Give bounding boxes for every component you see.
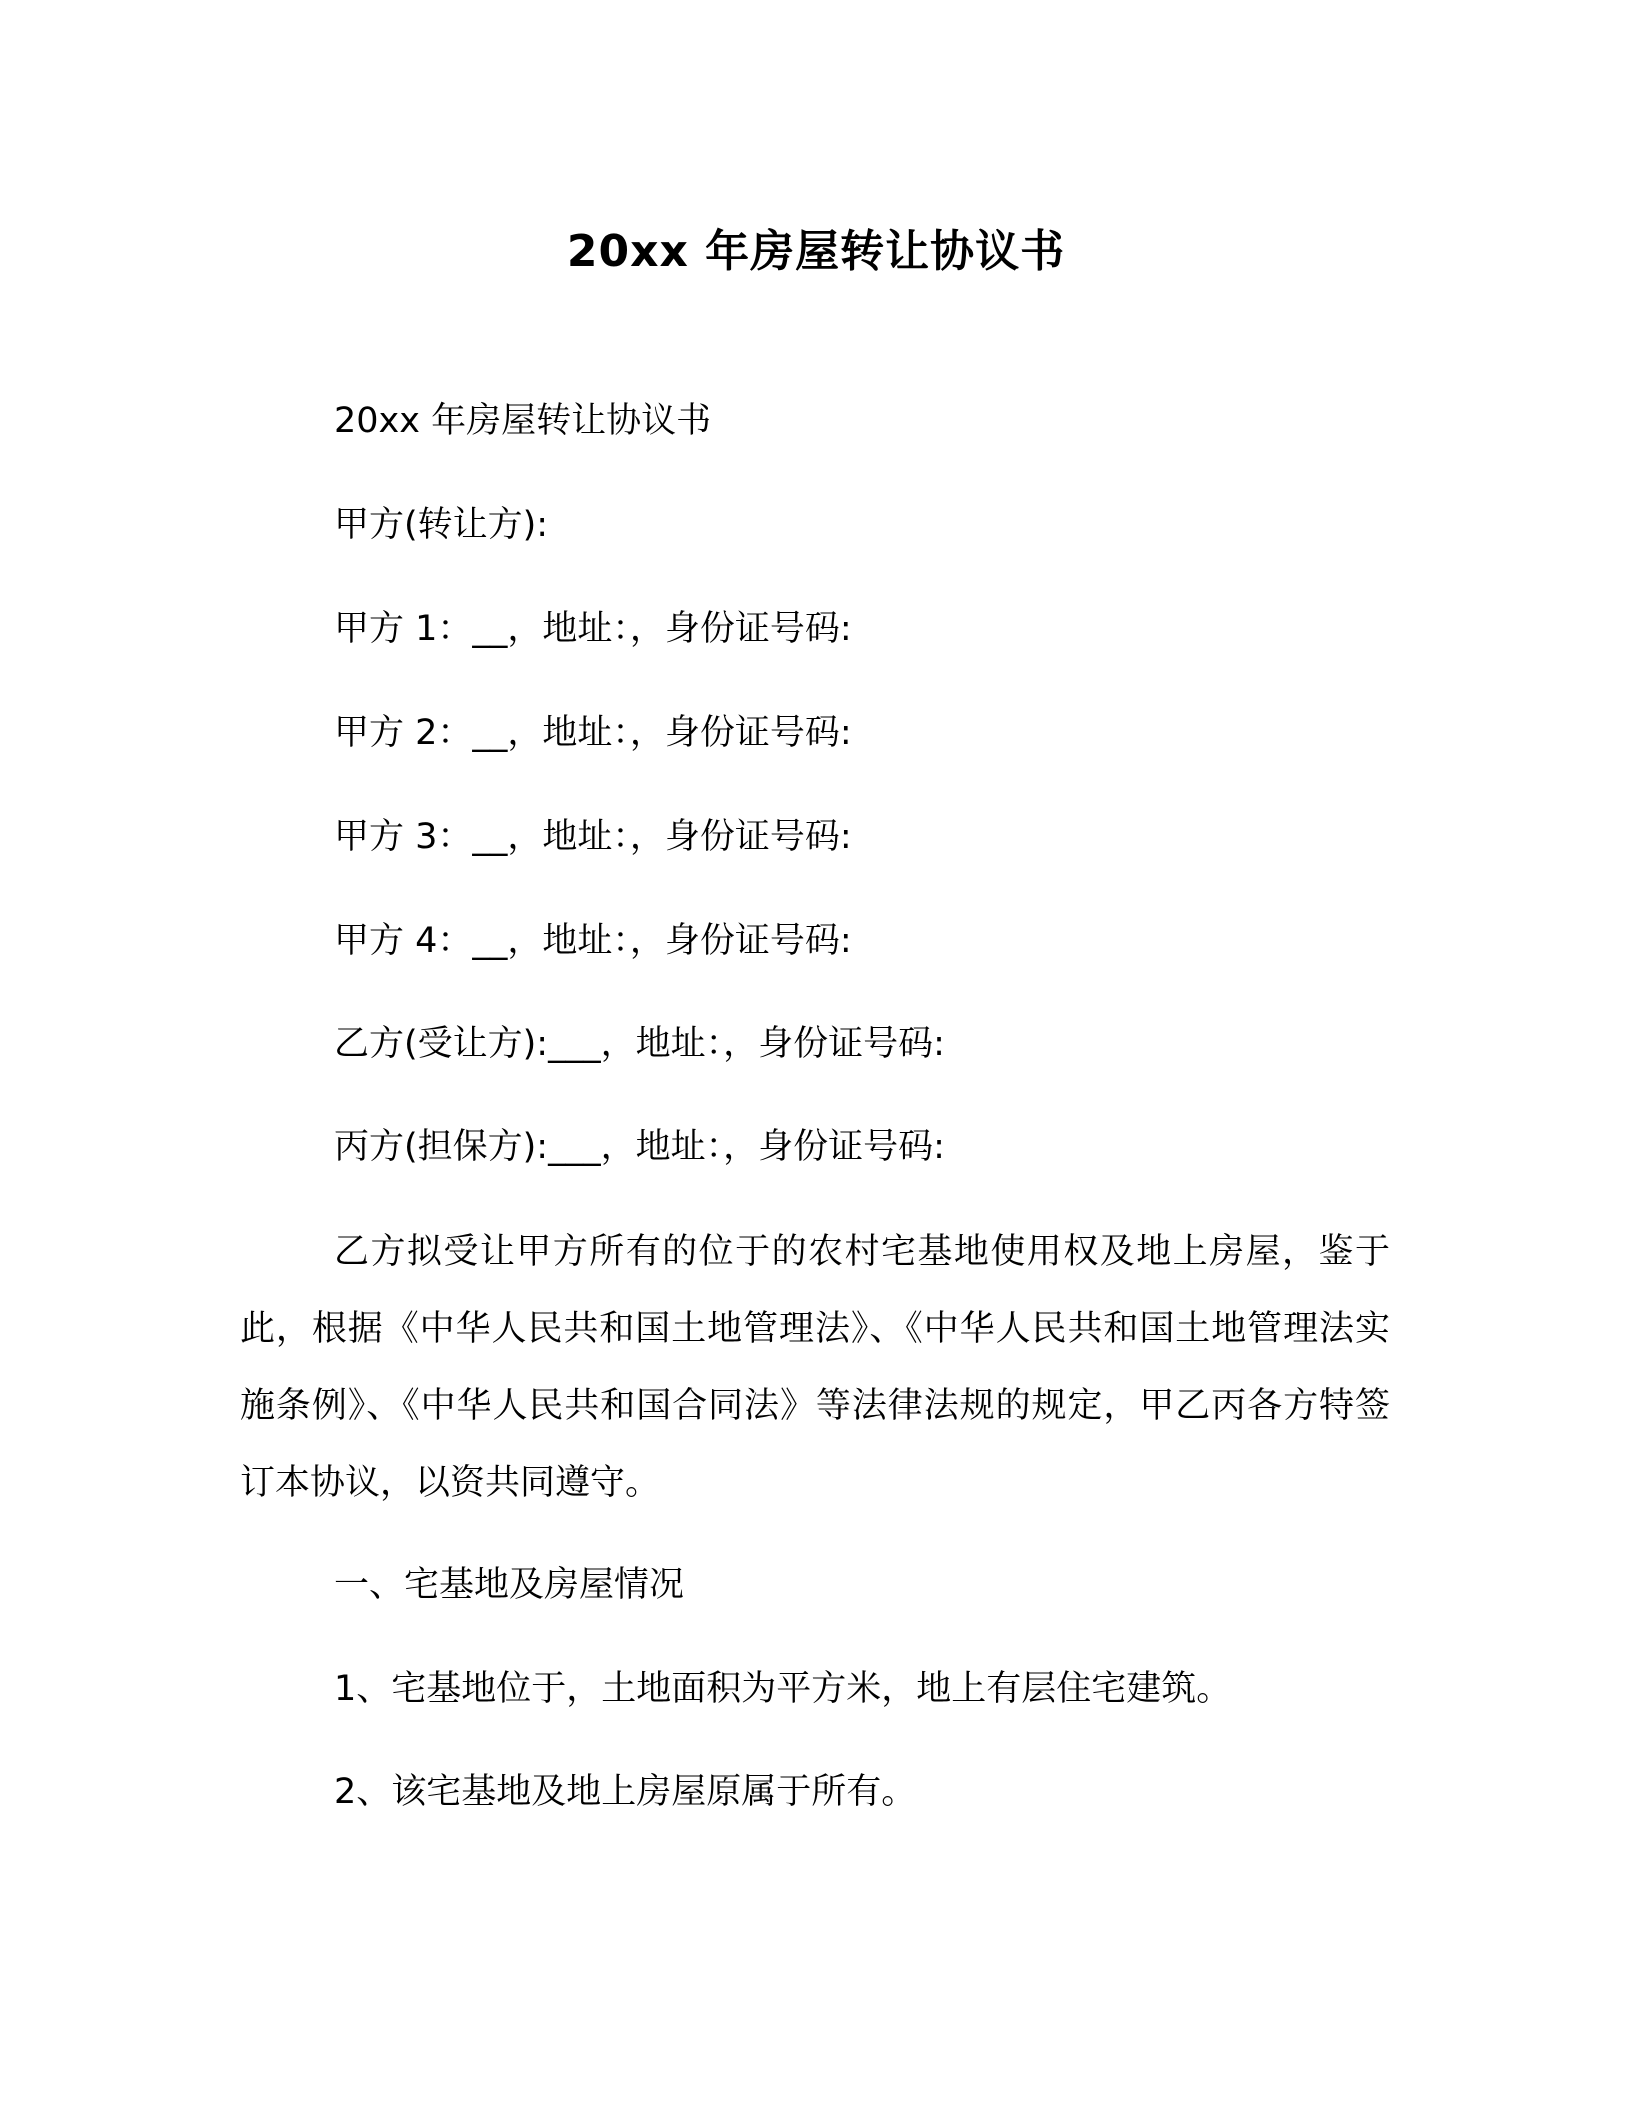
party-a-4-line: 甲方 4：__，地址：，身份证号码: <box>334 921 852 961</box>
document-subtitle: 20xx 年房屋转让协议书 <box>334 401 712 441</box>
party-a-1-line: 甲方 1：__，地址：，身份证号码: <box>334 609 852 649</box>
section-1-item-2: 2、该宅基地及地上房屋原属于所有。 <box>334 1772 917 1812</box>
party-a-2-line: 甲方 2：__，地址：，身份证号码: <box>334 713 852 753</box>
party-a-heading: 甲方(转让方): <box>334 505 549 545</box>
party-b-line: 乙方(受让方):___，地址：，身份证号码: <box>334 1024 945 1064</box>
section-1-item-1: 1、宅基地位于，土地面积为平方米，地上有层住宅建筑。 <box>334 1669 1232 1709</box>
party-c-line: 丙方(担保方):___，地址：，身份证号码: <box>334 1127 945 1167</box>
section-1-heading: 一、宅基地及房屋情况 <box>334 1565 685 1605</box>
preamble-paragraph: 乙方拟受让甲方所有的位于的农村宅基地使用权及地上房屋，鉴于此，根据《中华人民共和国土地管理法》、《中华人民共和国土地管理法实施条例》、《中华人民共和国合同法》等法律法规的规定，甲乙丙各方特签订本协议，以资共同遵守。 <box>240 1232 1390 1503</box>
document-title: 20xx 年房屋转让协议书 <box>566 226 1066 277</box>
party-a-3-line: 甲方 3：__，地址：，身份证号码: <box>334 817 852 857</box>
